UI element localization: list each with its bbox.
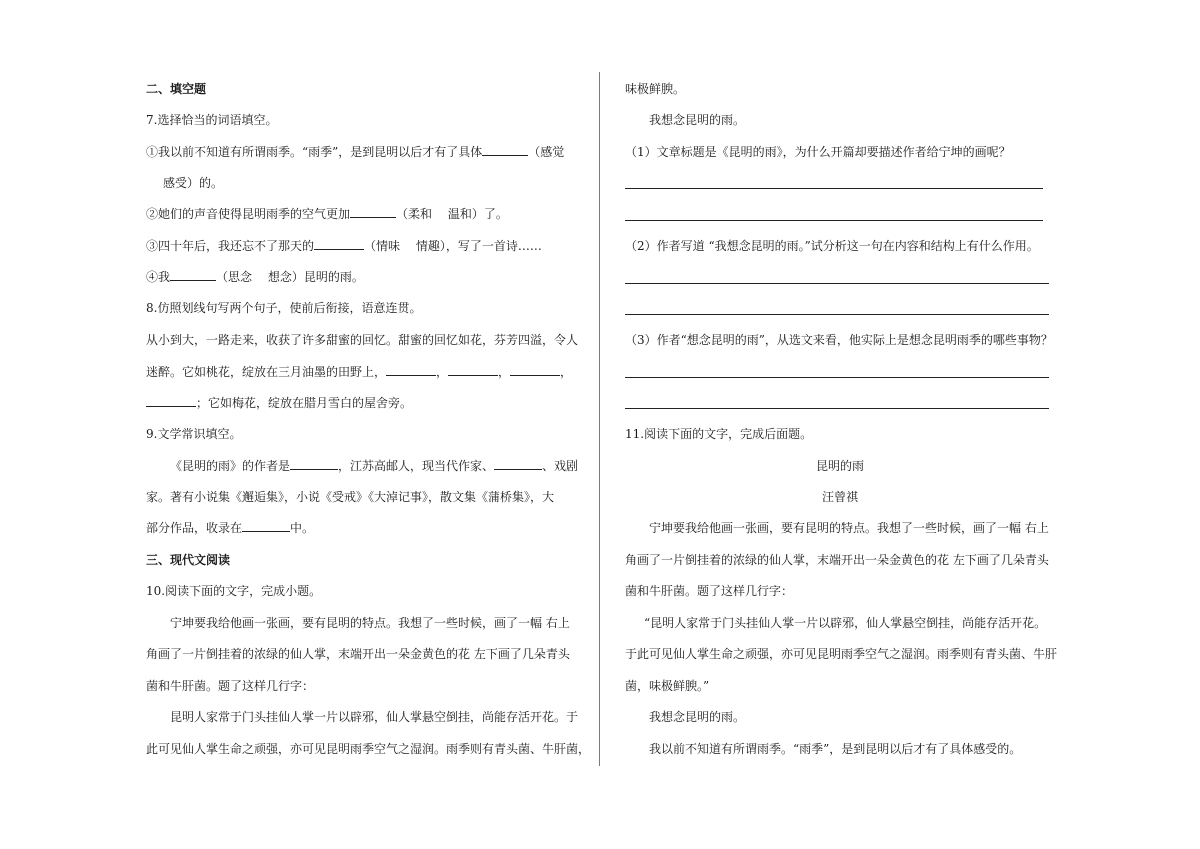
subquestion-1: （1）文章标题是《昆明的雨》，为什么开篇却要描述作者给宁坤的画呢？ bbox=[625, 145, 1011, 159]
answer-line[interactable] bbox=[625, 408, 1049, 409]
article-author: 汪曾祺 bbox=[821, 490, 858, 504]
q10-para-2: 角画了一片倒挂着的浓绿的仙人掌，末端开出一朵金黄色的花 左下画了几朵青头 bbox=[146, 647, 570, 661]
answer-blank[interactable] bbox=[350, 206, 396, 218]
q11-para-4: “昆明人家常于门头挂仙人掌一片以辟邪，仙人掌悬空倒挂，尚能存活开花。 bbox=[644, 616, 1047, 630]
answer-line[interactable] bbox=[625, 188, 1043, 189]
answer-line[interactable] bbox=[625, 220, 1043, 221]
q8-title: 8.仿照划线句写两个句子，使前后衔接，语意连贯。 bbox=[146, 301, 422, 315]
q11-para-7: 我想念昆明的雨。 bbox=[649, 710, 746, 724]
q11-para-2: 角画了一片倒挂着的浓绿的仙人掌，末端开出一朵金黄色的花 左下画了几朵青头 bbox=[625, 553, 1049, 567]
section-heading-reading: 三、现代文阅读 bbox=[146, 553, 231, 567]
answer-blank[interactable] bbox=[170, 269, 216, 281]
q11-para-1: 宁坤要我给他画一张画，要有昆明的特点。我想了一些时候，画了一幅 右上 bbox=[649, 521, 1049, 535]
answer-blank[interactable] bbox=[242, 520, 290, 532]
answer-blank[interactable] bbox=[146, 395, 196, 407]
q10-para-6: 味极鲜腴。 bbox=[625, 82, 686, 96]
q10-para-3: 菌和牛肝菌。题了这样几行字： bbox=[146, 679, 315, 693]
q8-para-1: 从小到大，一路走来，收获了许多甜蜜的回忆。甜蜜的回忆如花，芬芳四溢，令人 bbox=[146, 333, 579, 347]
answer-blank[interactable] bbox=[482, 144, 528, 156]
column-divider bbox=[599, 72, 600, 766]
q11-para-8: 我以前不知道有所谓雨季。“雨季”，是到昆明以后才有了具体感受的。 bbox=[649, 742, 1022, 756]
q7-item-1: ①我以前不知道有所谓雨季。“雨季”，是到昆明以后才有了具体 （感觉 bbox=[146, 145, 565, 159]
subquestion-2: （2）作者写道 “我想念昆明的雨。”试分析这一句在内容和结构上有什么作用。 bbox=[625, 239, 1039, 253]
q7-item-3: ③四十年后，我还忘不了那天的 （情味 情趣），写了一首诗…… bbox=[146, 239, 542, 253]
q7-item-2: ②她们的声音使得昆明雨季的空气更加 （柔和 温和）了。 bbox=[146, 207, 508, 221]
q9-para-1: 《昆明的雨》的作者是 ，江苏高邮人，现当代作家、 、戏剧 bbox=[170, 459, 579, 473]
q11-para-5: 于此可见仙人掌生命之顽强，亦可见昆明雨季空气之湿润。雨季则有青头菌、牛肝 bbox=[625, 647, 1058, 661]
answer-line[interactable] bbox=[625, 283, 1049, 284]
answer-blank[interactable] bbox=[494, 458, 542, 470]
section-heading-fill-blank: 二、填空题 bbox=[146, 82, 207, 96]
q7-item-4: ④我 （思念 想念）昆明的雨。 bbox=[146, 270, 364, 284]
answer-blank[interactable] bbox=[448, 364, 498, 376]
q10-para-1: 宁坤要我给他画一张画，要有昆明的特点。我想了一些时候，画了一幅 右上 bbox=[170, 616, 570, 630]
subquestion-3: （3）作者“想念昆明的雨”，从选文来看，他实际上是想念昆明雨季的哪些事物？ bbox=[625, 333, 1053, 347]
q11-para-6: 菌，味极鲜腴。” bbox=[625, 679, 710, 693]
q8-para-3: ；它如梅花，绽放在腊月雪白的屋舍旁。 bbox=[146, 395, 412, 411]
q9-title: 9.文学常识填空。 bbox=[146, 427, 242, 441]
article-title: 昆明的雨 bbox=[815, 459, 864, 473]
q7-item-1-cont: 感受）的。 bbox=[163, 176, 224, 190]
answer-blank[interactable] bbox=[510, 364, 560, 376]
answer-blank[interactable] bbox=[314, 238, 364, 250]
q10-para-5: 此可见仙人掌生命之顽强，亦可见昆明雨季空气之湿润。雨季则有青头菌、牛肝菌， bbox=[146, 742, 591, 756]
q10-title: 10.阅读下面的文字，完成小题。 bbox=[146, 584, 322, 598]
q11-para-3: 菌和牛肝菌。题了这样几行字： bbox=[625, 584, 794, 598]
q8-para-2: 迷醉。它如桃花，绽放在三月油墨的田野上， ， ， ， bbox=[146, 365, 573, 379]
q10-para-7: 我想念昆明的雨。 bbox=[649, 113, 746, 127]
q9-para-3: 部分作品，收录在 中。 bbox=[146, 521, 315, 535]
answer-blank[interactable] bbox=[386, 364, 436, 376]
q7-title: 7.选择恰当的词语填空。 bbox=[146, 113, 278, 127]
answer-blank[interactable] bbox=[290, 458, 338, 470]
q11-title: 11.阅读下面的文字，完成后面题。 bbox=[625, 427, 813, 441]
q10-para-4: 昆明人家常于门头挂仙人掌一片以辟邪，仙人掌悬空倒挂，尚能存活开花。于 bbox=[170, 710, 579, 724]
answer-line[interactable] bbox=[625, 314, 1049, 315]
answer-line[interactable] bbox=[625, 377, 1049, 378]
q9-para-2: 家。著有小说集《邂逅集》，小说《受戒》《大淖记事》，散文集《蒲桥集》，大 bbox=[146, 490, 555, 504]
